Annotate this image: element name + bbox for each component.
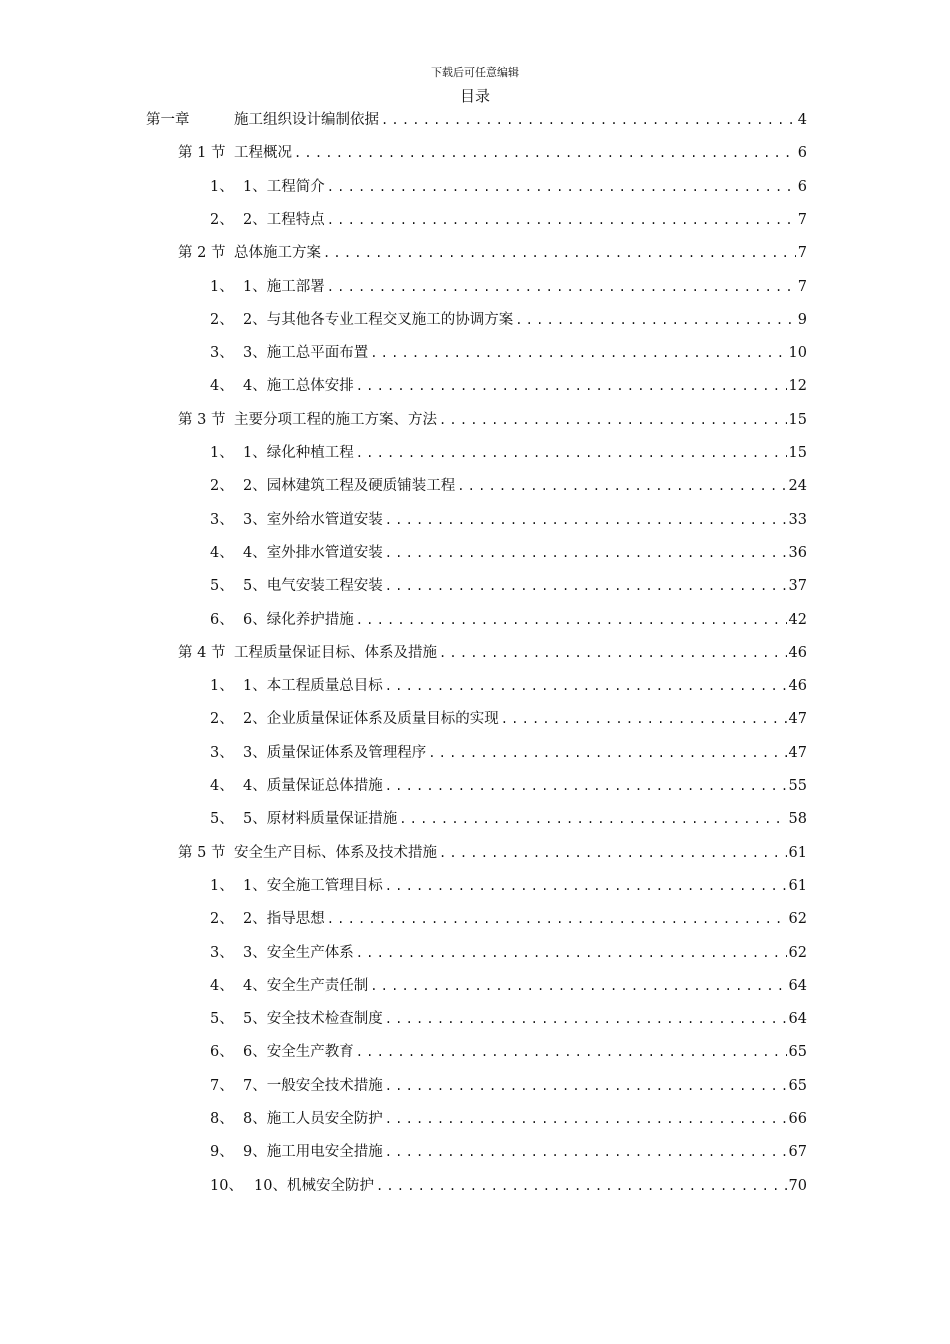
toc-entry-label: 4、安全生产责任制	[243, 977, 369, 994]
toc-entry-label: 6、绿化养护措施	[243, 611, 354, 628]
dot-leader	[356, 609, 787, 631]
toc-entry-page-number: 36	[788, 544, 807, 561]
toc-entry[interactable]	[210, 1141, 807, 1163]
toc-entry-page-number: 47	[788, 744, 807, 761]
toc-entry-page-number: 7	[797, 211, 807, 228]
dot-leader	[356, 942, 787, 964]
toc-entry-label: 6、安全生产教育	[243, 1044, 354, 1061]
toc-entry-number: 2、	[210, 311, 234, 328]
toc-entry-page-number: 15	[788, 411, 807, 428]
toc-entry[interactable]	[210, 675, 807, 697]
dot-leader	[457, 475, 786, 497]
toc-entry-number: 第 4 节	[178, 644, 226, 661]
toc-entry[interactable]	[210, 1041, 807, 1063]
toc-entry-page-number: 65	[788, 1044, 807, 1061]
toc-entry-label: 3、安全生产体系	[243, 944, 354, 961]
toc-entry[interactable]	[210, 908, 807, 930]
dot-leader	[327, 276, 796, 298]
toc-entry-page-number: 67	[788, 1144, 807, 1161]
toc-title: 目录	[459, 87, 490, 105]
toc-entry[interactable]	[210, 509, 807, 531]
toc-entry-page-number: 64	[788, 1011, 807, 1028]
dot-leader	[428, 742, 786, 764]
toc-entry[interactable]	[210, 342, 807, 364]
dot-leader	[381, 109, 796, 131]
toc-entry-page-number: 62	[788, 911, 807, 928]
toc-entry-label: 4、施工总体安排	[243, 378, 354, 395]
dot-leader	[327, 908, 787, 930]
toc-entry-page-number: 7	[797, 278, 807, 295]
toc-entry-label: 4、室外排水管道安装	[243, 544, 383, 561]
toc-entry-number: 4、	[210, 977, 234, 994]
dot-leader	[515, 309, 796, 331]
toc-entry[interactable]	[178, 842, 807, 864]
toc-entry-page-number: 10	[788, 345, 807, 362]
toc-entry-label: 5、安全技术检查制度	[243, 1011, 383, 1028]
toc-entry-number: 2、	[210, 711, 234, 728]
toc-entry[interactable]	[178, 242, 807, 264]
toc-entry-page-number: 70	[788, 1177, 807, 1194]
toc-entry-label: 总体施工方案	[234, 245, 321, 262]
toc-entry-page-number: 33	[788, 511, 807, 528]
toc-entry-page-number: 6	[797, 178, 807, 195]
dot-leader	[385, 775, 787, 797]
dot-leader	[385, 509, 787, 531]
toc-entry-page-number: 47	[788, 711, 807, 728]
toc-entry-label: 2、园林建筑工程及硬质铺装工程	[243, 478, 456, 495]
toc-entry-number: 5、	[210, 578, 234, 595]
toc-entry-number: 4、	[210, 544, 234, 561]
toc-entry-page-number: 7	[797, 245, 807, 262]
toc-entry[interactable]	[210, 209, 807, 231]
toc-entry-page-number: 55	[788, 778, 807, 794]
dot-leader	[323, 242, 796, 264]
toc-entry[interactable]	[210, 176, 807, 198]
toc-entry[interactable]	[178, 409, 807, 431]
toc-entry-number: 6、	[210, 1044, 234, 1061]
toc-entry[interactable]	[210, 1008, 807, 1030]
dot-leader	[356, 1041, 787, 1063]
toc-entry-number: 3、	[210, 744, 234, 761]
dot-leader	[439, 642, 787, 664]
toc-entry-number: 8、	[210, 1111, 234, 1127]
toc-entry-label: 2、工程特点	[243, 211, 325, 228]
toc-entry-page-number: 61	[788, 877, 807, 894]
dot-leader	[356, 375, 787, 397]
toc-entry[interactable]	[210, 975, 807, 997]
toc-entry-number: 1、	[210, 877, 234, 894]
toc-entry[interactable]	[210, 309, 807, 331]
toc-entry-page-number: 66	[788, 1111, 807, 1127]
toc-entry[interactable]	[210, 942, 807, 964]
toc-entry-number: 5、	[210, 811, 234, 828]
toc-entry-label: 5、原材料质量保证措施	[243, 811, 398, 828]
toc-entry[interactable]	[210, 276, 807, 298]
toc-entry-number: 2、	[210, 211, 234, 228]
toc-entry[interactable]	[210, 442, 807, 464]
toc-entry-number: 第 3 节	[178, 411, 226, 428]
toc-entry-label: 5、电气安装工程安装	[243, 578, 383, 595]
toc-entry[interactable]	[146, 109, 807, 131]
dot-leader	[439, 842, 787, 864]
dot-leader	[376, 1175, 787, 1197]
toc-entry-page-number: 42	[788, 611, 807, 628]
dot-leader	[327, 209, 796, 231]
toc-entry-page-number: 24	[788, 478, 807, 495]
toc-entry-page-number: 62	[788, 944, 807, 961]
toc-entry-page-number: 58	[788, 811, 807, 828]
toc-entry[interactable]	[210, 775, 807, 797]
toc-entry-number: 10、	[210, 1177, 243, 1194]
dot-leader	[294, 142, 796, 164]
toc-entry-number: 1、	[210, 178, 234, 195]
dot-leader	[399, 808, 786, 830]
toc-entry-number: 1、	[210, 445, 234, 461]
toc-entry-number: 2、	[210, 478, 234, 495]
toc-entry-number: 1、	[210, 278, 234, 295]
toc-entry-number: 9、	[210, 1144, 234, 1161]
dot-leader	[385, 1008, 787, 1030]
toc-entry-page-number: 61	[788, 844, 807, 861]
dot-leader	[501, 708, 787, 730]
toc-entry[interactable]	[210, 875, 807, 897]
toc-entry-label: 1、绿化种植工程	[243, 445, 354, 461]
toc-entry-number: 1、	[210, 678, 234, 695]
toc-entry-number: 第 5 节	[178, 844, 226, 861]
toc-entry-label: 4、质量保证总体措施	[243, 778, 383, 794]
toc-entry[interactable]	[210, 1175, 807, 1197]
toc-entry[interactable]	[210, 475, 807, 497]
toc-entry[interactable]	[210, 1108, 807, 1130]
toc-entry-label: 3、质量保证体系及管理程序	[243, 744, 427, 761]
toc-entry-page-number: 6	[797, 145, 807, 162]
dot-leader	[370, 975, 786, 997]
toc-entry-label: 1、安全施工管理目标	[243, 877, 383, 894]
toc-entry-label: 2、企业质量保证体系及质量目标的实现	[243, 711, 499, 728]
toc-entry[interactable]	[210, 575, 807, 597]
toc-entry-number: 2、	[210, 911, 234, 928]
toc-entry-number: 5、	[210, 1011, 234, 1028]
toc-entry[interactable]	[210, 708, 807, 730]
toc-entry-label: 2、指导思想	[243, 911, 325, 928]
watermark-text: 下载后可任意编辑	[431, 66, 519, 79]
toc-entry-label: 1、工程简介	[243, 178, 325, 195]
toc-entry[interactable]	[210, 808, 807, 830]
toc-entry-label: 1、本工程质量总目标	[243, 678, 383, 695]
toc-entry-page-number: 64	[788, 977, 807, 994]
toc-entry-label: 3、施工总平面布置	[243, 345, 369, 362]
toc-entry[interactable]	[178, 142, 807, 164]
toc-entry[interactable]	[210, 375, 807, 397]
toc-entry-label: 3、室外给水管道安装	[243, 511, 383, 528]
toc-entry-page-number: 12	[788, 378, 807, 395]
toc-entry-page-number: 46	[788, 644, 807, 661]
toc-entry-label: 8、施工人员安全防护	[243, 1111, 383, 1127]
dot-leader	[439, 409, 787, 431]
toc-entry-number: 第一章	[146, 112, 190, 128]
toc-entry-page-number: 9	[797, 311, 807, 328]
toc-entry-label: 工程概况	[234, 145, 292, 162]
dot-leader	[385, 1075, 787, 1097]
toc-entry-label: 1、施工部署	[243, 278, 325, 295]
dot-leader	[385, 1108, 787, 1130]
toc-entry-label: 工程质量保证目标、体系及措施	[234, 644, 437, 661]
toc-entry[interactable]	[210, 742, 807, 764]
dot-leader	[385, 542, 787, 564]
toc-entry-number: 3、	[210, 511, 234, 528]
toc-entry-number: 第 2 节	[178, 245, 226, 262]
dot-leader	[356, 442, 787, 464]
toc-entry-label: 2、与其他各专业工程交叉施工的协调方案	[243, 311, 514, 328]
toc-entry-number: 4、	[210, 778, 234, 794]
toc-entry-label: 10、机械安全防护	[254, 1177, 374, 1194]
toc-entry-page-number: 65	[788, 1077, 807, 1094]
toc-entry-number: 7、	[210, 1077, 234, 1094]
dot-leader	[385, 1141, 787, 1163]
toc-entry[interactable]	[210, 609, 807, 631]
toc-entry[interactable]	[178, 642, 807, 664]
dot-leader	[370, 342, 786, 364]
toc-entry-number: 3、	[210, 345, 234, 362]
toc-entry-label: 施工组织设计编制依据	[234, 112, 379, 128]
toc-entry-label: 7、一般安全技术措施	[243, 1077, 383, 1094]
toc-entry-number: 3、	[210, 944, 234, 961]
toc-entry-page-number: 4	[797, 112, 807, 128]
toc-entry-label: 9、施工用电安全措施	[243, 1144, 383, 1161]
dot-leader	[327, 176, 796, 198]
dot-leader	[385, 675, 787, 697]
toc-entry-number: 4、	[210, 378, 234, 395]
toc-entry-page-number: 37	[788, 578, 807, 595]
dot-leader	[385, 875, 787, 897]
toc-entry-page-number: 15	[788, 445, 807, 461]
toc-entry-number: 6、	[210, 611, 234, 628]
toc-entry[interactable]	[210, 542, 807, 564]
toc-entry-page-number: 46	[788, 678, 807, 695]
toc-entry-number: 第 1 节	[178, 145, 226, 162]
toc-entry-label: 主要分项工程的施工方案、方法	[234, 411, 437, 428]
toc-entry[interactable]	[210, 1075, 807, 1097]
toc-entry-label: 安全生产目标、体系及技术措施	[234, 844, 437, 861]
dot-leader	[385, 575, 787, 597]
